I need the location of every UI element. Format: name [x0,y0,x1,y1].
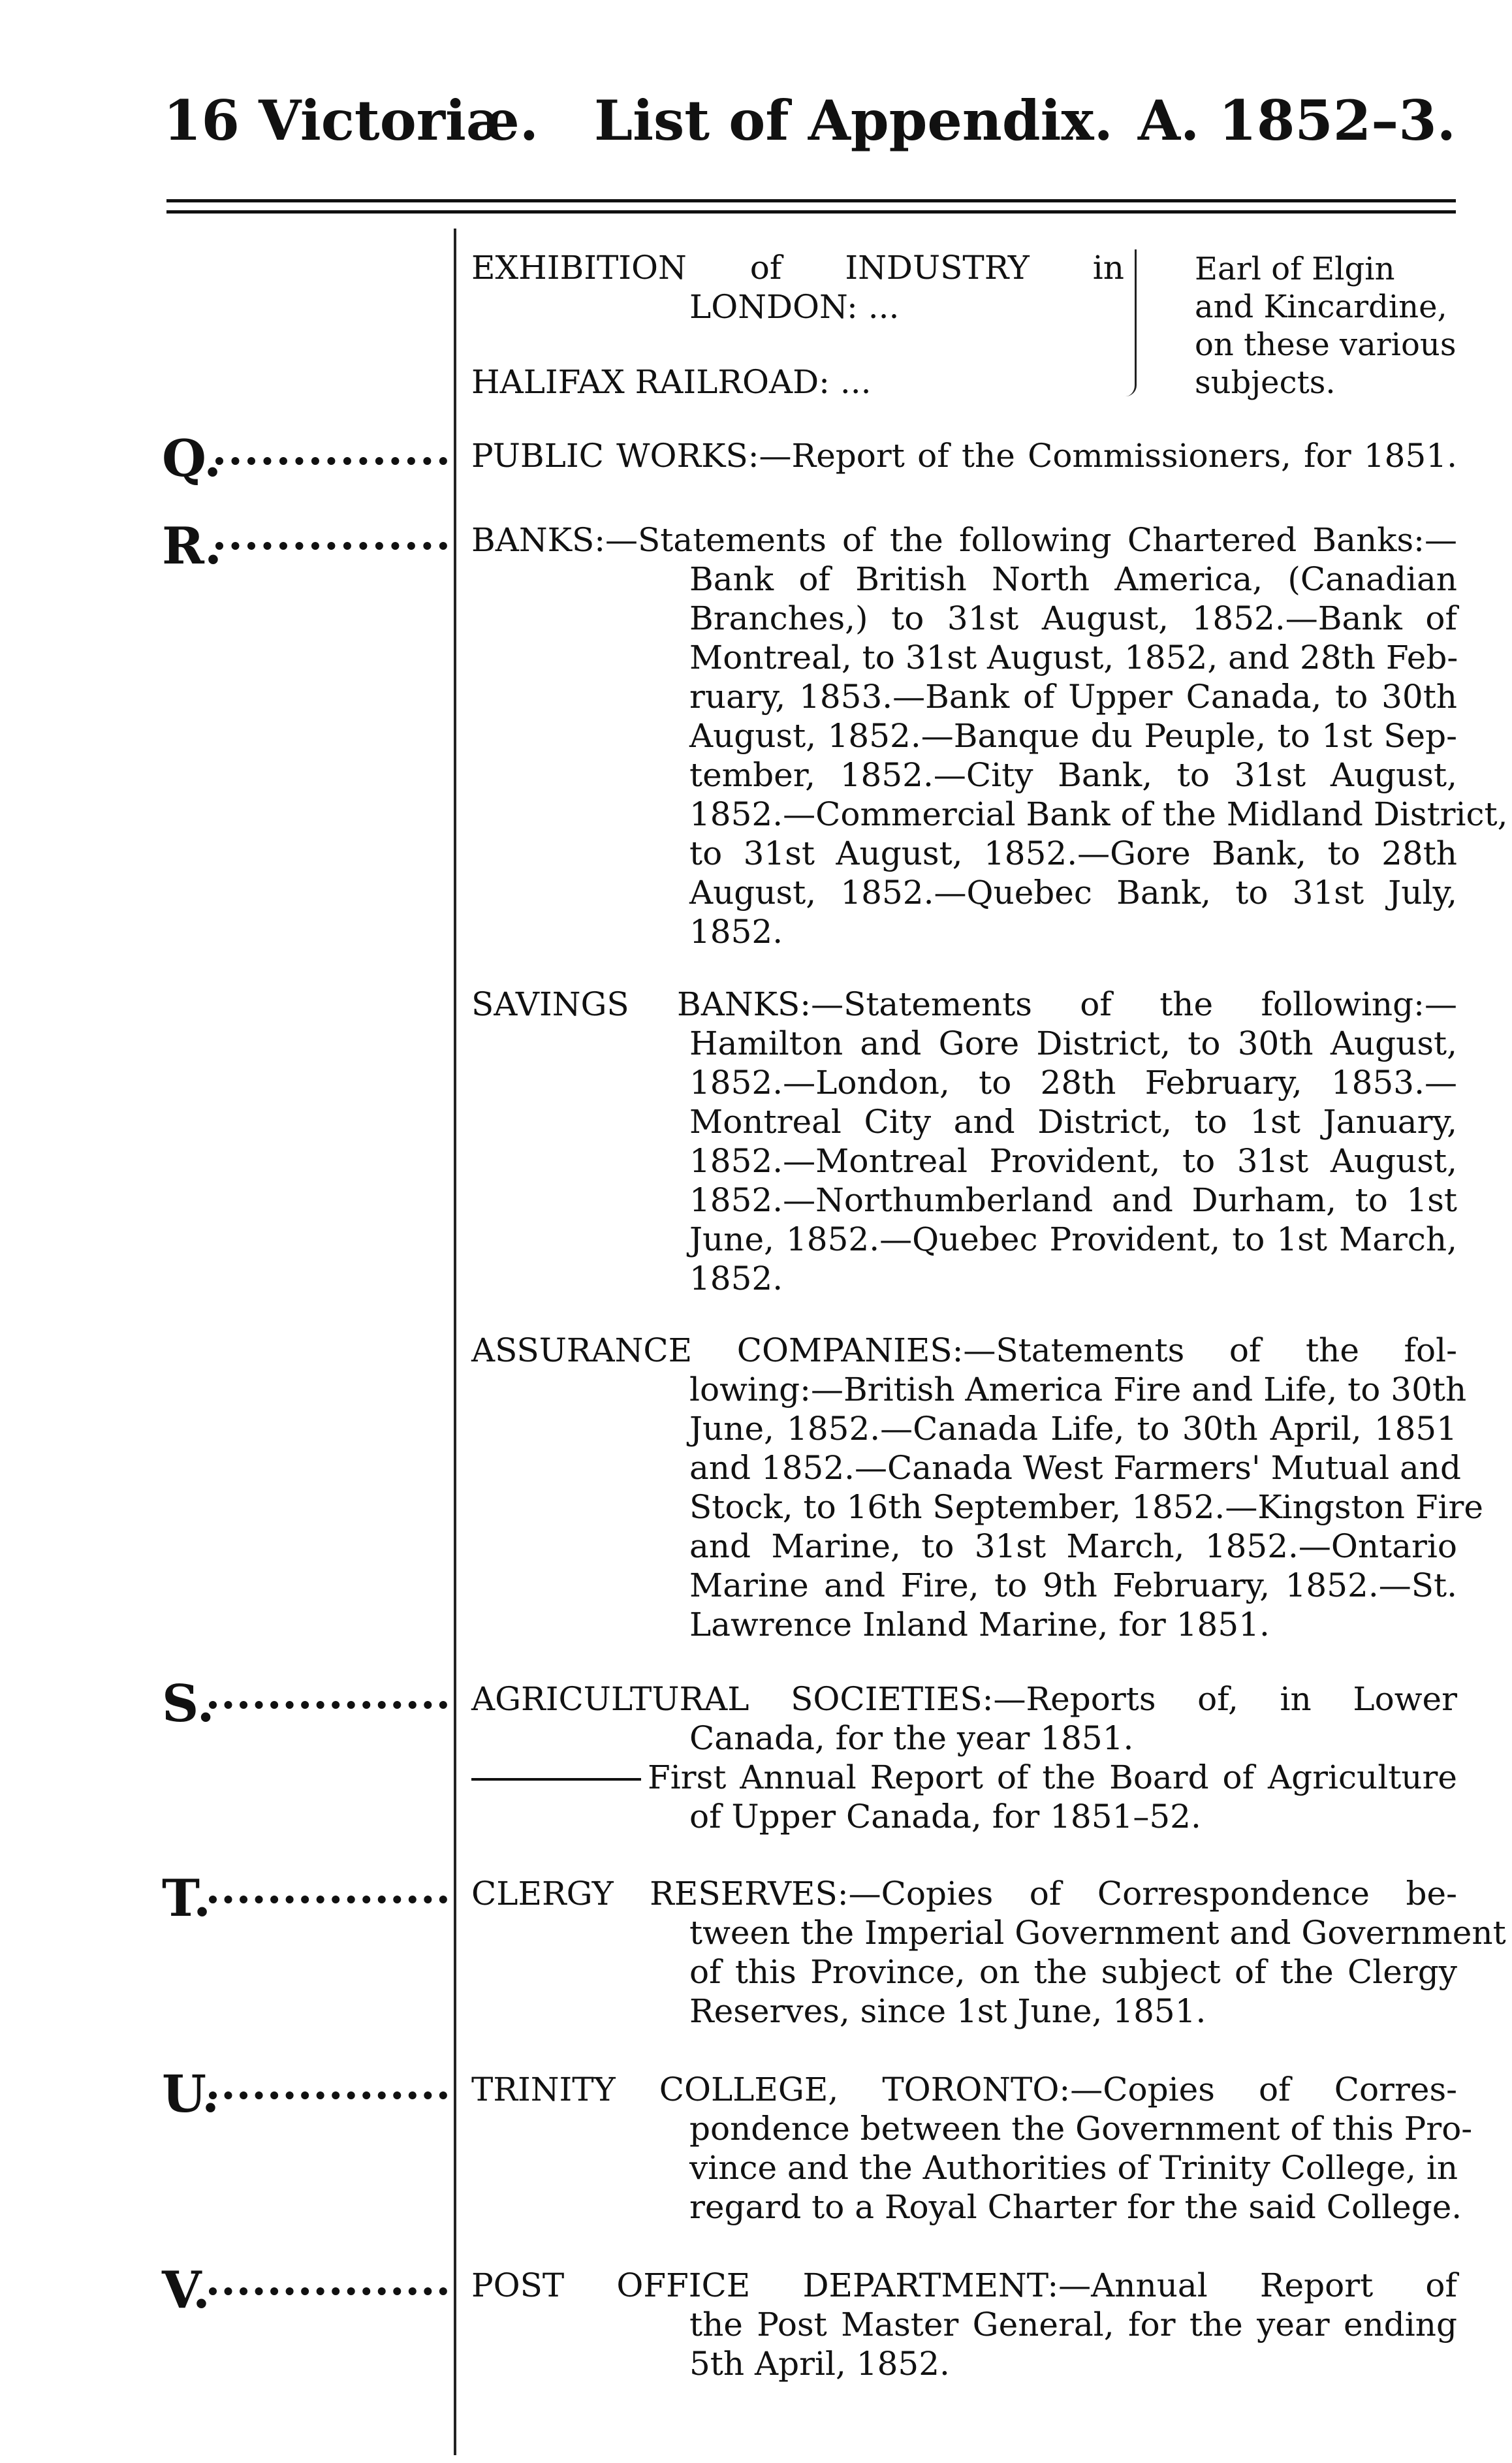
entry-assurance-line-5: and Marine, to 31st March, 1852.—Ontario [689,1527,1457,1565]
entry-clergy-line-3: Reserves, since 1st June, 1851. [689,1992,1206,2030]
entry-savings-banks-line-2: 1852.—London, to 28th February, 1853.— [689,1064,1457,1102]
entry-savings-banks-line-5: 1852.—Northumberland and Durham, to 1st [689,1181,1457,1219]
entry-trinity-line-0: TRINITY COLLEGE, TORONTO:—Copies of Corres- [471,2071,1457,2108]
page-header [163,85,1456,157]
entry-banks-line-8: to 31st August, 1852.—Gore Bank, to 28th [689,834,1457,872]
header-right: A. 1852–3. [1137,88,1456,153]
section-letter-s: S. [162,1674,215,1734]
column-divider [454,229,456,2455]
header-center: List of Appendix. [594,88,1113,153]
bracket-note-line-0: Earl of Elgin [1195,251,1395,287]
entry-banks-line-9: August, 1852.—Quebec Bank, to 31st July, [689,874,1457,912]
entry-banks-line-3: Montreal, to 31st August, 1852, and 28th Feb- [689,639,1458,676]
leader-dots-s [209,1701,447,1709]
leader-dots-t [209,1896,447,1903]
bracket-note-line-3: subjects. [1195,364,1336,401]
entry-savings-banks-line-1: Hamilton and Gore District, to 30th August, [689,1025,1457,1062]
entry-savings-banks-line-7: 1852. [689,1260,783,1297]
entry-assurance-line-1: lowing:—British America Fire and Life, to 30th [689,1371,1467,1408]
entry-clergy-line-0: CLERGY RESERVES:—Copies of Correspondence be- [471,1875,1457,1913]
entry-halifax-line-0: HALIFAX RAILROAD: ... [471,363,872,401]
section-letter-r: R. [162,516,222,576]
entry-clergy-line-2: of this Province, on the subject of the Clergy [689,1953,1457,1991]
entry-assurance-line-6: Marine and Fire, to 9th February, 1852.—St. [689,1566,1457,1604]
entry-banks-line-5: August, 1852.—Banque du Peuple, to 1st Sep- [689,717,1457,755]
bracket-note-line-1: and Kincardine, [1195,289,1447,325]
entry-agriculture-board-line-0: First Annual Report of the Board of Agriculture [648,1758,1457,1796]
section-letter-v: V. [162,2261,211,2320]
entry-trinity-line-2: vince and the Authorities of Trinity College, in [689,2149,1458,2187]
entry-banks-line-0: BANKS:—Statements of the following Chartered Banks:— [471,521,1457,559]
entry-post-office-line-1: the Post Master General, for the year ending [689,2306,1457,2344]
entry-post-office-line-2: 5th April, 1852. [689,2345,950,2383]
entry-trinity-line-1: pondence between the Government of this Pro- [689,2110,1473,2148]
entry-assurance-line-2: June, 1852.—Canada Life, to 30th April, 1851 [689,1410,1457,1448]
bracket-mark [1126,249,1137,396]
entry-savings-banks-line-4: 1852.—Montreal Provident, to 31st August, [689,1142,1457,1180]
bracket-note-line-2: on these various [1195,326,1457,363]
leader-dots-v [209,2287,447,2295]
entry-post-office-line-0: POST OFFICE DEPARTMENT:—Annual Report of [471,2266,1457,2304]
entry-clergy-line-1: tween the Imperial Government and Government [689,1914,1506,1952]
entry-assurance-line-7: Lawrence Inland Marine, for 1851. [689,1606,1270,1644]
entry-assurance-line-3: and 1852.—Canada West Farmers' Mutual and [689,1449,1462,1487]
leader-dots-q [215,457,447,465]
entry-banks-line-1: Bank of British North America, (Canadian [689,560,1457,598]
entry-assurance-line-4: Stock, to 16th September, 1852.—Kingston Fire [689,1488,1483,1526]
entry-agriculture-board-line-1: of Upper Canada, for 1851–52. [689,1798,1201,1835]
entry-banks-line-2: Branches,) to 31st August, 1852.—Bank of [689,599,1457,637]
entry-banks-line-7: 1852.—Commercial Bank of the Midland District, [689,795,1508,833]
header-rule-top [166,199,1456,202]
entry-exhibition-line-0: EXHIBITION of INDUSTRY in [471,249,1124,287]
entry-public-works-line-0: PUBLIC WORKS:—Report of the Commissioners, for 1851. [471,437,1457,475]
leader-dots-r [215,542,447,550]
entry-exhibition-line-1: LONDON: ... [689,288,900,326]
entry-trinity-line-3: regard to a Royal Charter for the said College. [689,2188,1462,2226]
entry-banks-line-6: tember, 1852.—City Bank, to 31st August, [689,756,1457,794]
entry-savings-banks-line-6: June, 1852.—Quebec Provident, to 1st March, [689,1220,1457,1258]
ditto-rule [471,1778,641,1781]
header-left: 16 Victoriæ. [163,88,539,153]
entry-banks-line-10: 1852. [689,913,783,951]
entry-savings-banks-line-3: Montreal City and District, to 1st January, [689,1103,1457,1141]
entry-savings-banks-line-0: SAVINGS BANKS:—Statements of the following:— [471,985,1457,1023]
section-letter-t: T. [162,1869,212,1928]
leader-dots-u [209,2091,447,2099]
section-letter-q: Q. [162,429,222,488]
entry-agricultural-line-0: AGRICULTURAL SOCIETIES:—Reports of, in Lower [471,1680,1457,1718]
section-letter-u: U. [162,2065,220,2124]
entry-banks-line-4: ruary, 1853.—Bank of Upper Canada, to 30th [689,678,1457,716]
header-rule-bottom [166,210,1456,214]
entry-assurance-line-0: ASSURANCE COMPANIES:—Statements of the fol- [471,1331,1457,1369]
entry-agricultural-line-1: Canada, for the year 1851. [689,1719,1134,1757]
